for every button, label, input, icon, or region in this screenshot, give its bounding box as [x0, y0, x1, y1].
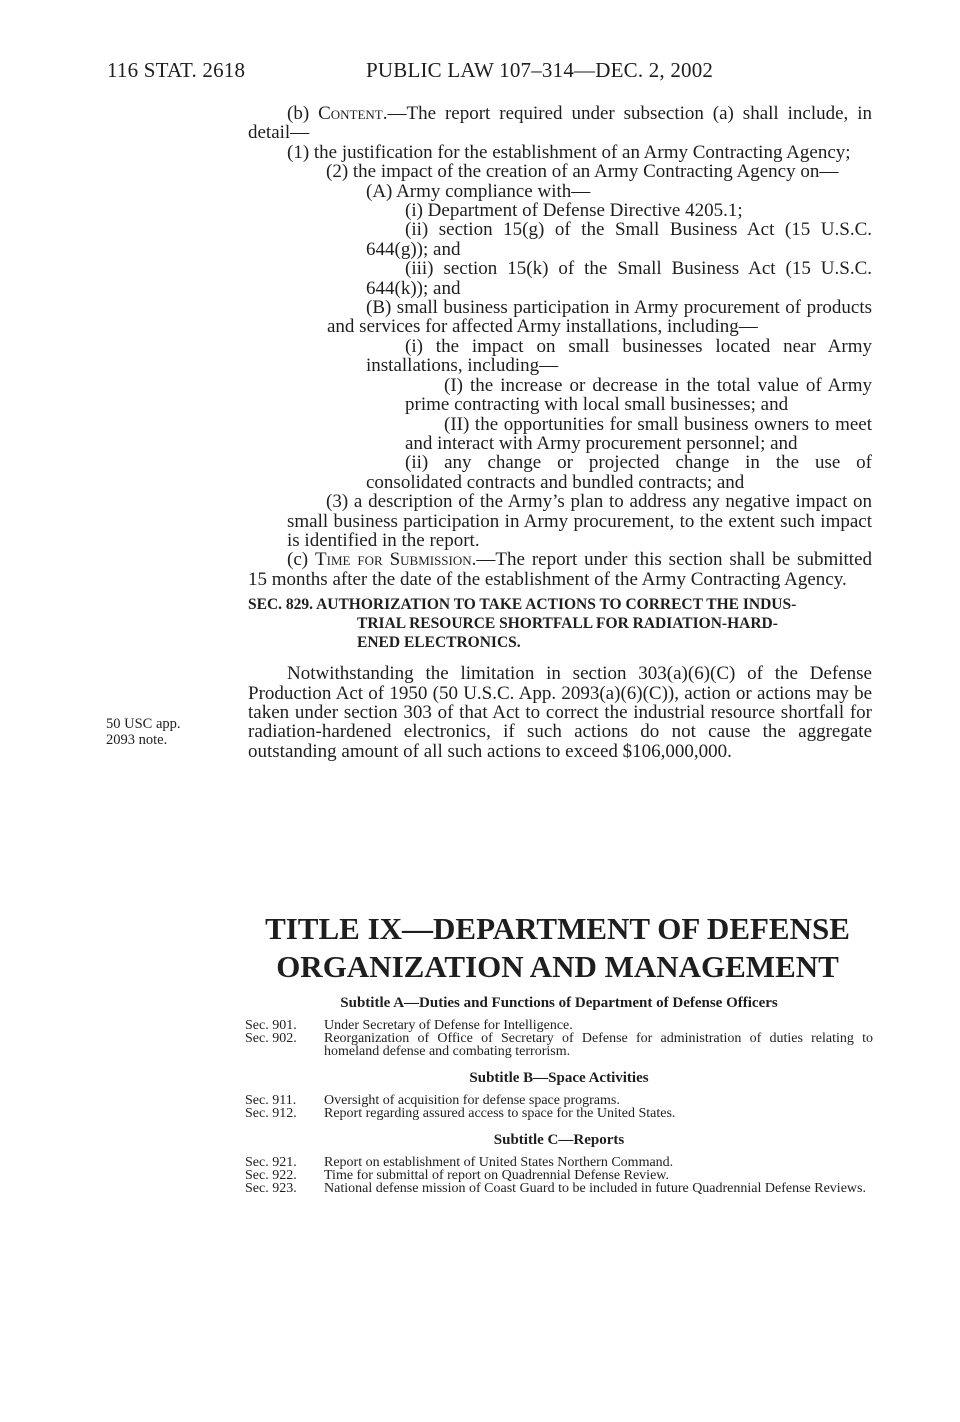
subsection-b-text: .—The report required under subsection (a) shall include, in detail— — [248, 103, 872, 144]
section-829-title-line1: AUTHORIZATION TO TAKE ACTIONS TO CORRECT THE INDUS- — [316, 596, 797, 614]
section-829-text: Notwithstanding the limitation in section 303(a)(6)(C) of the Defense Production Act of 1950 (50 U.S.C. App. 2093(a)(6)(C)), action or actions may be taken under section 303 of that Act to correct the industrial resource shortfall for radiation-hardened electronics, if such actions do not cause the aggregate outstanding amount of all such actions to exceed $106,000,000. — [248, 663, 872, 762]
section-829-heading-line1 — [248, 595, 872, 614]
subsection-c — [248, 550, 872, 589]
toc-row — [245, 1182, 873, 1195]
paragraph-2-B-i: (i) the impact on small businesses located near Army installations, including— — [366, 335, 872, 377]
toc-sec-title: Report regarding assured access to space for the United States. — [324, 1106, 676, 1121]
paragraph-2-A-iii: (iii) section 15(k) of the Small Business Act (15 U.S.C. 644(k)); and — [366, 258, 872, 299]
section-829-number: SEC. 829. — [248, 596, 317, 614]
toc-sec-title: Time for submittal of report on Quadrennial Defense Review. — [324, 1168, 669, 1183]
toc-row — [245, 1032, 873, 1058]
paragraph-2-A-ii: (ii) section 15(g) of the Small Business Act (15 U.S.C. 644(g)); and — [366, 219, 872, 260]
subtitle-a-group — [245, 995, 873, 1058]
toc-sec-title: National defense mission of Coast Guard to be included in future Quadrennial Defense Reviews. — [324, 1181, 866, 1196]
toc-sec-title: Oversight of acquisition for defense space programs. — [324, 1093, 620, 1108]
toc-sec-title: Under Secretary of Defense for Intelligence. — [324, 1018, 573, 1033]
paragraph-2-B-i-I: (I) the increase or decrease in the total value of Army prime contracting with local small businesses; and — [405, 374, 872, 416]
toc-sec-number: Sec. 902. — [245, 1031, 297, 1046]
subtitle-a-heading: Subtitle A—Duties and Functions of Department of Defense Officers — [340, 995, 778, 1011]
title-line1: TITLE IX—DEPARTMENT OF DEFENSE — [265, 911, 850, 946]
paragraph-1: (1) the justification for the establishment of an Army Contracting Agency; — [287, 141, 851, 163]
running-head: PUBLIC LAW 107–314—DEC. 2, 2002 — [366, 58, 714, 82]
subtitle-c-group — [245, 1132, 873, 1195]
toc-sec-number: Sec. 923. — [245, 1181, 297, 1196]
page-stat-number: 116 STAT. 2618 — [107, 58, 246, 82]
subsection-b-label: (b) — [287, 103, 319, 124]
paragraph-2-A-i: (i) Department of Defense Directive 4205.1; — [405, 200, 743, 222]
section-829-heading — [248, 595, 872, 652]
subtitle-b-group — [245, 1070, 873, 1120]
subsection-c-text: .—The report under this section shall be submitted 15 months after the date of the establishment of the Army Contracting Agency. — [248, 549, 872, 590]
toc-sec-title: Reorganization of Office of Secretary of Defense for administration of duties relating to homeland defense and combating terrorism. — [324, 1031, 873, 1059]
paragraph-2-B-i-II: (II) the opportunities for small business owners to meet and interact with Army procurement personnel; and — [405, 413, 872, 454]
toc-sec-title: Report on establishment of United States Northern Command. — [324, 1155, 674, 1170]
paragraph-2-B: (B) small business participation in Army procurement of products and services for affected Army installations, including— — [327, 297, 872, 338]
margin-note-line2: 2093 note. — [106, 732, 168, 748]
section-829-title-line3: ENED ELECTRONICS. — [357, 634, 521, 652]
subsection-c-label: (c) — [287, 549, 316, 571]
subsection-b — [248, 104, 872, 143]
subtitle-b-heading: Subtitle B—Space Activities — [469, 1070, 649, 1086]
margin-note — [106, 716, 181, 748]
margin-note-line1: 50 USC app. — [106, 716, 181, 732]
table-of-contents — [245, 995, 873, 1207]
toc-row — [245, 1107, 873, 1120]
toc-sec-number: Sec. 901. — [245, 1018, 297, 1033]
paragraph-2: (2) the impact of the creation of an Army Contracting Agency on— — [326, 161, 839, 183]
title-line2: ORGANIZATION AND MANAGEMENT — [276, 949, 839, 984]
body-text — [248, 104, 872, 761]
title-heading — [170, 910, 945, 986]
section-829-title-line2: TRIAL RESOURCE SHORTFALL FOR RADIATION-HARD- — [357, 615, 778, 633]
paragraph-2-A: (A) Army compliance with— — [366, 180, 591, 202]
paragraph-3: (3) a description of the Army’s plan to address any negative impact on small business participation in Army procurement, to the extent such impact is identified in the report. — [287, 491, 872, 551]
toc-sec-number: Sec. 912. — [245, 1106, 297, 1121]
subsection-c-heading: Time for Submission — [315, 549, 472, 571]
toc-sec-number: Sec. 911. — [245, 1093, 297, 1108]
toc-sec-number: Sec. 921. — [245, 1155, 297, 1170]
paragraph-2-B-ii: (ii) any change or projected change in the use of consolidated contracts and bundled contracts; and — [366, 452, 872, 493]
subsection-b-heading: Content — [318, 103, 383, 124]
subtitle-c-heading: Subtitle C—Reports — [493, 1132, 625, 1148]
toc-sec-number: Sec. 922. — [245, 1168, 297, 1183]
